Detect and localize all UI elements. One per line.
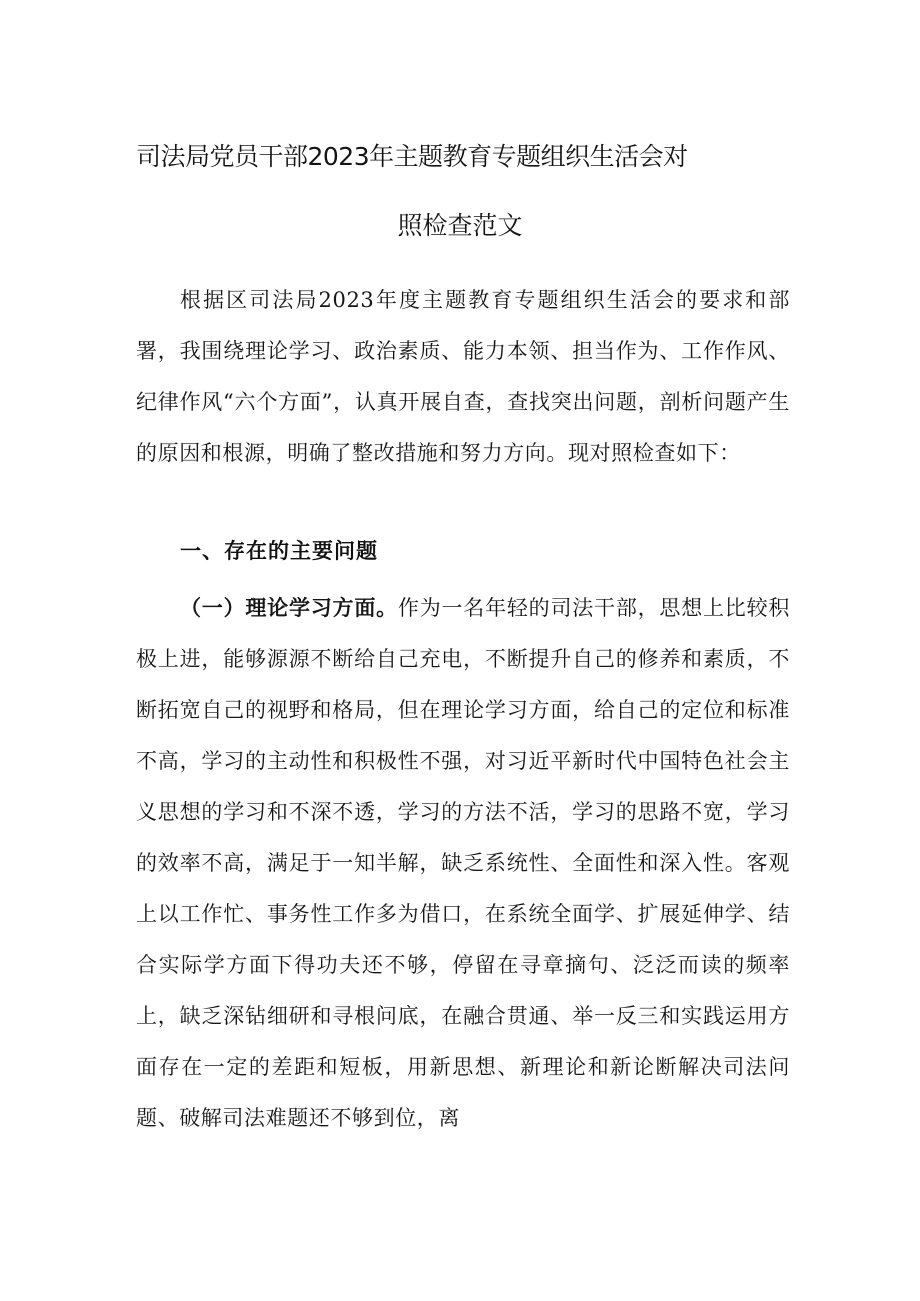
section-heading: 一、存在的主要问题	[180, 539, 378, 563]
document-title-line-1: 司法局党员干部2023年主题教育专题组织生活会对	[136, 142, 688, 171]
intro-paragraph: 根据区司法局2023年度主题教育专题组织生活会的要求和部署，我围绕理论学习、政治素质、能力本领、担当作为、工作作风、纪律作风“六个方面”，认真开展自查，查找突出问题，剖析问题产生的原因和根源，明确了整改措施和努力方向。现对照检查如下：	[136, 288, 790, 465]
subsection-lead: （一）理论学习方面。	[180, 596, 398, 620]
theory-study-paragraph	[136, 583, 790, 1144]
document-title-line-2: 照检查范文	[397, 211, 523, 240]
subsection-body: 作为一名年轻的司法干部，思想上比较积极上进，能够源源不断给自己充电，不断提升自己的修养和素质，不断拓宽自己的视野和格局，但在理论学习方面，给自己的定位和标准不高，学习的主动性和积极性不强，对习近平新时代中国特色社会主义思想的学习和不深不透，学习的方法不活，学习的思路不宽，学习的效率不高，满足于一知半解，缺乏系统性、全面性和深入性。客观上以工作忙、事务性工作多为借口，在系统全面学、扩展延伸学、结合实际学方面下得功夫还不够，停留在寻章摘句、泛泛而读的频率上，缺乏深钻细研和寻根问底，在融合贯通、举一反三和实践运用方面存在一定的差距和短板，用新思想、新理论和新论断解决司法问题、破解司法难题还不够到位，离	[136, 596, 790, 1130]
